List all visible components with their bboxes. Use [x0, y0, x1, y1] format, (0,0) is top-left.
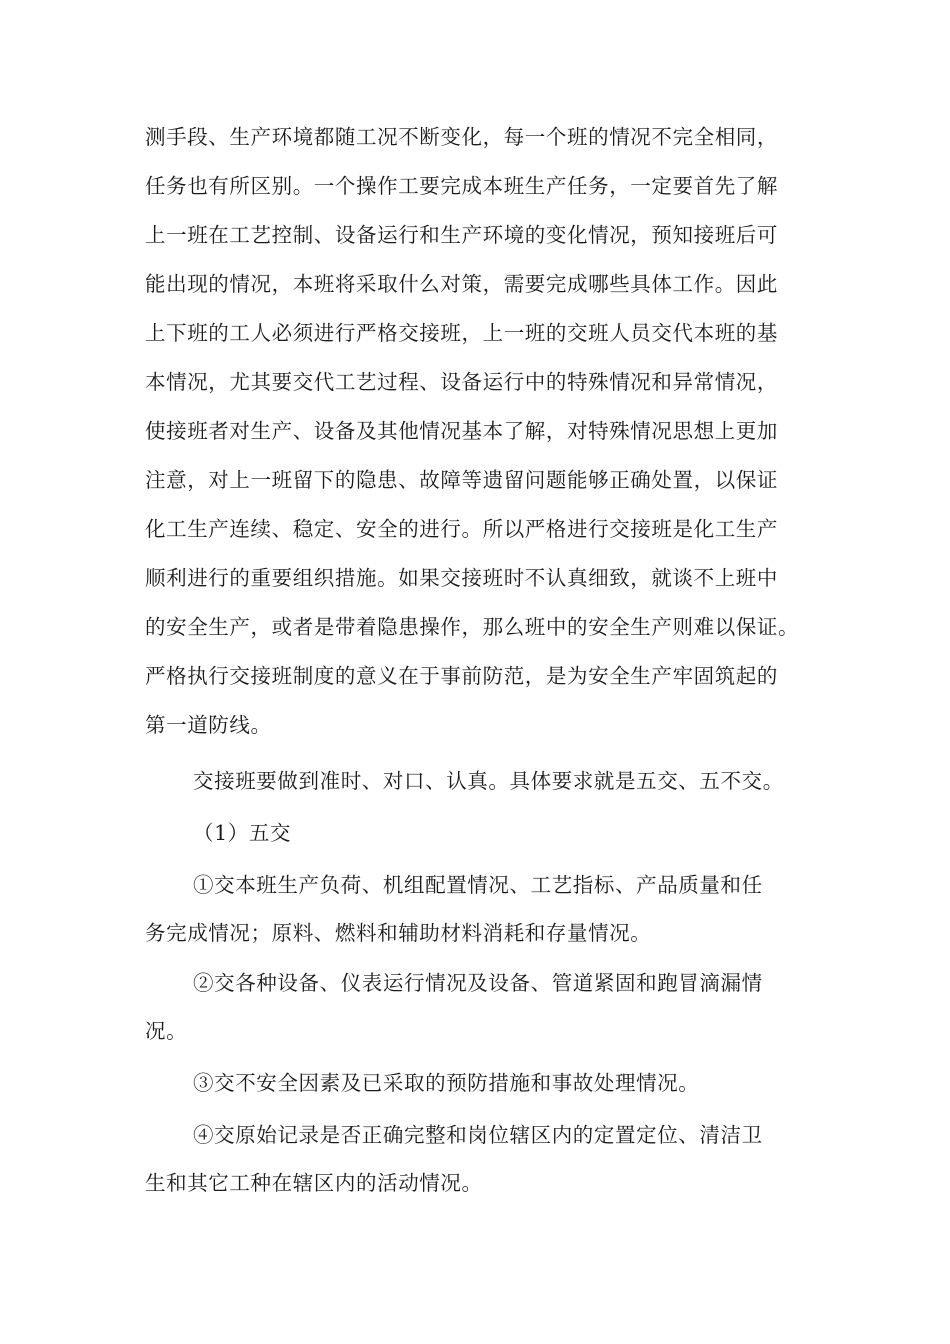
body-text-line: 化工生产连续、稳定、安全的进行。所以严格进行交接班是化工生产: [145, 517, 778, 541]
list-item-4-line: ④交原始记录是否正确完整和岗位辖区内的定置定位、清洁卫: [193, 1123, 763, 1147]
list-item-1-line: ①交本班生产负荷、机组配置情况、工艺指标、产品质量和任: [193, 873, 763, 897]
body-text-line: 任务也有所区别。一个操作工要完成本班生产任务，一定要首先了解: [145, 174, 778, 198]
body-text-line: 严格执行交接班制度的意义在于事前防范，是为安全生产牢固筑起的: [145, 664, 778, 688]
body-text-line: 的安全生产，或者是带着隐患操作，那么班中的安全生产则难以保证。: [145, 615, 800, 639]
body-text-line: 本情况，尤其要交代工艺过程、设备运行中的特殊情况和异常情况，: [145, 370, 778, 394]
paragraph-intro-line: 交接班要做到准时、对口、认真。具体要求就是五交、五不交。: [193, 769, 784, 793]
body-text-line: 上一班在工艺控制、设备运行和生产环境的变化情况，预知接班后可: [145, 223, 778, 247]
section-heading: （1）五交: [193, 821, 292, 845]
list-item-2-line: ②交各种设备、仪表运行情况及设备、管道紧固和跑冒滴漏情: [193, 971, 763, 995]
body-text-line: 测手段、生产环境都随工况不断变化，每一个班的情况不完全相同，: [145, 125, 778, 149]
list-item-2-continuation: 况。: [145, 1019, 188, 1043]
list-item-3-line: ③交不安全因素及已采取的预防措施和事故处理情况。: [193, 1071, 700, 1095]
body-text-line: 顺利进行的重要组织措施。如果交接班时不认真细致，就谈不上班中: [145, 566, 778, 590]
body-text-line: 注意，对上一班留下的隐患、故障等遗留问题能够正确处置，以保证: [145, 468, 778, 492]
body-text-line: 能出现的情况，本班将采取什么对策，需要完成哪些具体工作。因此: [145, 272, 778, 296]
list-item-1-continuation: 务完成情况；原料、燃料和辅助材料消耗和存量情况。: [145, 921, 652, 945]
body-text-line: 第一道防线。: [145, 713, 272, 737]
body-text-line: 使接班者对生产、设备及其他情况基本了解，对特殊情况思想上更加: [145, 419, 778, 443]
list-item-4-continuation: 生和其它工种在辖区内的活动情况。: [145, 1171, 483, 1195]
body-text-line: 上下班的工人必须进行严格交接班，上一班的交班人员交代本班的基: [145, 321, 778, 345]
